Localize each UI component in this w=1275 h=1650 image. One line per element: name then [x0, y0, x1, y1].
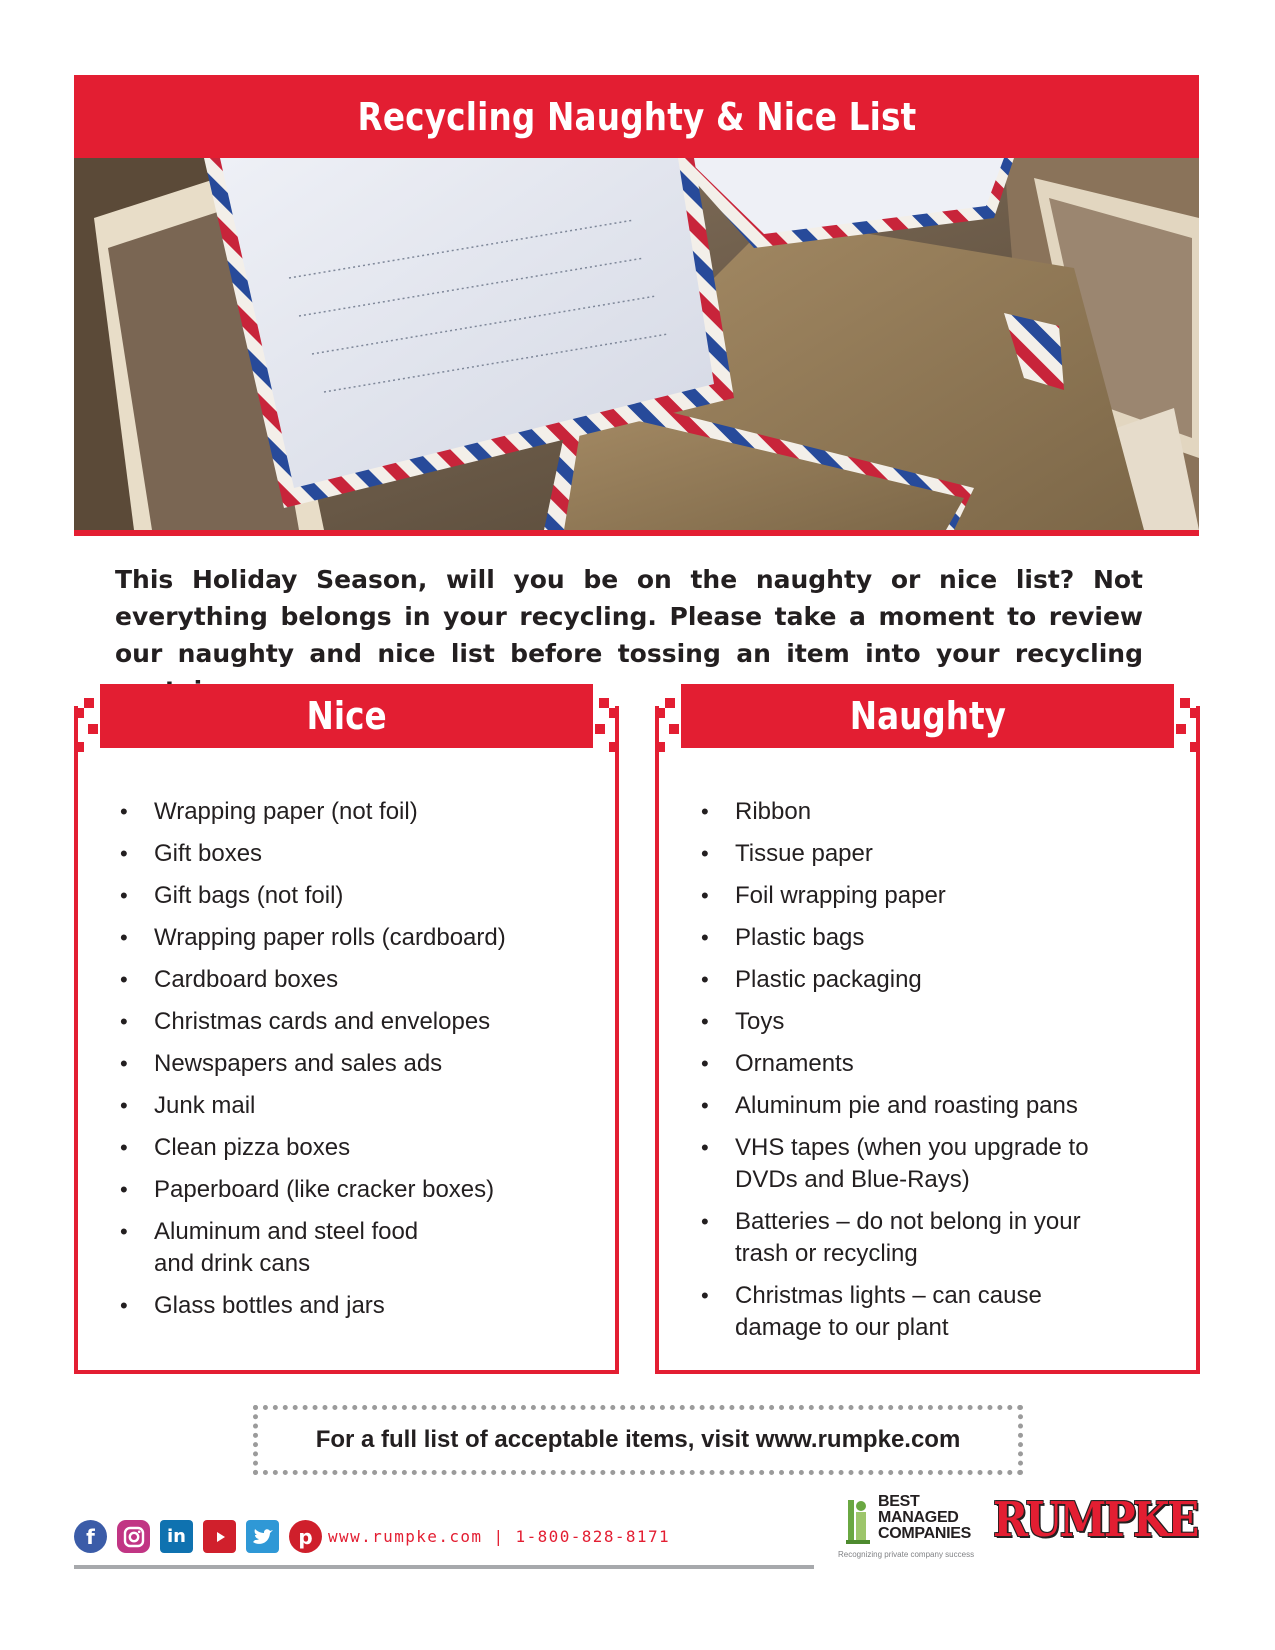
footer-divider: [74, 1565, 814, 1569]
page-title: Recycling Naughty & Nice List: [357, 94, 916, 139]
intro-text: This Holiday Season, will you be on the naughty or nice list? Not everything belongs in your recycling. Please take a moment to review our naughty and nice list before tossing an item into your recycling: [115, 565, 1143, 668]
rumpke-logo: RUMPKE: [993, 1492, 1197, 1548]
list-item: • Toys: [701, 1006, 1171, 1038]
full-list-link[interactable]: For a full list of acceptable items, visit www.rumpke.com: [315, 1426, 961, 1453]
social-icons: [74, 1520, 322, 1553]
list-item: • Wrapping paper (not foil): [120, 796, 590, 828]
naughty-list: [701, 796, 1171, 1354]
bmc-tagline: Recognizing private company success: [838, 1550, 975, 1559]
bmc-line: BEST: [878, 1493, 920, 1510]
instagram-icon[interactable]: [117, 1520, 150, 1553]
list-item: • Gift bags (not foil): [120, 880, 590, 912]
list-item: • Paperboard (like cracker boxes): [120, 1174, 590, 1206]
nice-panel: [74, 694, 619, 1374]
list-item: • Wrapping paper rolls (cardboard): [120, 922, 590, 954]
bmc-line: COMPANIES: [878, 1525, 972, 1542]
statue-icon: [844, 1492, 872, 1546]
list-item: • Aluminum pie and roasting pans: [701, 1090, 1171, 1122]
twitter-icon[interactable]: [246, 1520, 279, 1553]
best-managed-logo: [838, 1492, 988, 1560]
list-item: • Newspapers and sales ads: [120, 1048, 590, 1080]
list-item: • Junk mail: [120, 1090, 590, 1122]
list-item: • Glass bottles and jars: [120, 1290, 590, 1322]
list-item: • Gift boxes: [120, 838, 590, 870]
full-list-callout: [253, 1405, 1023, 1475]
list-item: • Tissue paper: [701, 838, 1171, 870]
list-item: • Aluminum and steel food and drink cans: [120, 1216, 440, 1280]
facebook-icon[interactable]: f: [74, 1520, 107, 1553]
nice-heading: Nice: [306, 694, 387, 738]
contact-line: www.rumpke.com | 1-800-828-8171: [328, 1527, 671, 1546]
nice-list: [120, 796, 590, 1332]
linkedin-icon[interactable]: in: [160, 1520, 193, 1553]
list-item: • VHS tapes (when you upgrade to DVDs and Blue-Rays): [701, 1132, 1101, 1196]
bmc-line: MANAGED: [878, 1509, 959, 1526]
bmc-text: [878, 1494, 971, 1542]
list-item: • Batteries – do not belong in your trash or recycling: [701, 1206, 1121, 1270]
naughty-panel: [655, 694, 1200, 1374]
list-item: • Cardboard boxes: [120, 964, 590, 996]
list-item: • Christmas cards and envelopes: [120, 1006, 590, 1038]
nice-heading-bar: [100, 684, 593, 748]
youtube-icon[interactable]: [203, 1520, 236, 1553]
list-item: • Plastic bags: [701, 922, 1171, 954]
list-item: • Plastic packaging: [701, 964, 1171, 996]
list-item: • Ribbon: [701, 796, 1171, 828]
list-item: • Foil wrapping paper: [701, 880, 1171, 912]
list-item: • Ornaments: [701, 1048, 1171, 1080]
title-banner: [74, 75, 1199, 158]
naughty-heading-bar: [681, 684, 1174, 748]
list-item: • Clean pizza boxes: [120, 1132, 590, 1164]
hero-image: [74, 158, 1199, 536]
pinterest-icon[interactable]: p: [289, 1520, 322, 1553]
list-item: • Christmas lights – can cause damage to our plant: [701, 1280, 1101, 1344]
naughty-heading: Naughty: [849, 694, 1006, 738]
